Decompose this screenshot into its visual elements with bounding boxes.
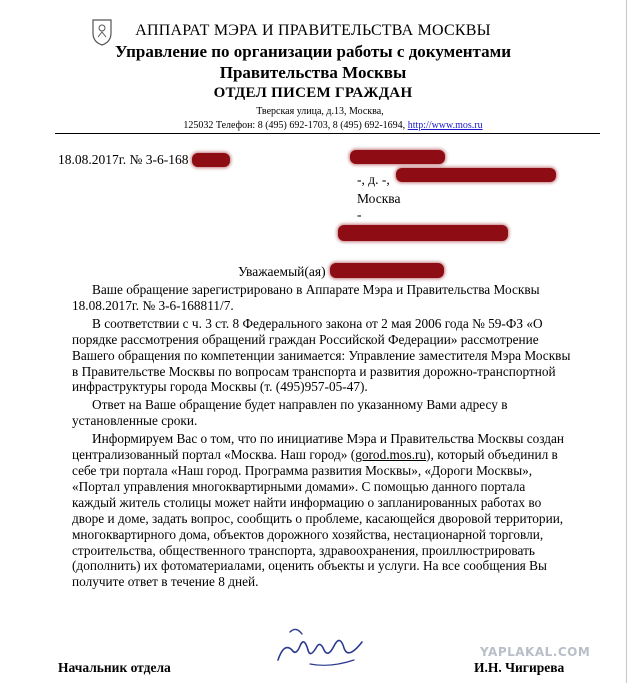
paragraph-competence: В соответствии с ч. 3 ст. 8 Федерального закона от 2 мая 2006 года № 59-ФЗ «О порядке рассмотрения обращений граждан Российской Федерации» рассмотрение Вашего обращения по компетенции занимается: Управление заместителя Мэра Москвы в Правительстве Москвы по вопросам транспорта и развития дорожно-транспортной инфраструктуры города Москвы (т. (495)957-05-47). <box>72 315 571 395</box>
recipient-street: -, д. -, <box>357 172 390 187</box>
header-line-3: Правительства Москвы <box>219 63 407 82</box>
reference-number: 18.08.2017г. № 3-6-168 <box>58 152 189 167</box>
redaction-recipient-extra <box>338 225 508 241</box>
phone-text: 125032 Телефон: 8 (495) 692-1703, 8 (495) 692-1694, <box>183 120 406 131</box>
watermark: YAPLAKAL.COM <box>480 645 591 659</box>
header-line-2: Управление по организации работы с документами <box>115 42 511 61</box>
recipient-dash: - <box>357 207 362 222</box>
redaction-recipient-street <box>396 168 556 182</box>
recipient-city: Москва <box>357 191 401 206</box>
page-edge <box>626 0 627 683</box>
paragraph-portal <box>72 431 572 590</box>
paragraph-registration: Ваше обращение зарегистрировано в Аппарате Мэра и Правительства Москвы 18.08.2017г. № 3-6-168811/7. <box>72 282 540 313</box>
header-line-1: АППАРАТ МЭРА И ПРАВИТЕЛЬСТВА МОСКВЫ <box>135 22 491 39</box>
redaction-salutation-name <box>330 263 444 278</box>
portal-link[interactable]: gorod.mos.ru <box>355 447 427 463</box>
portal-text-end: ), который объединил в себе три портала «Наш город. Программа развития Москвы», «Дороги Москвы», «Портал управления многоквартирными домами». С помощью данного портала каждый житель столицы может найти информацию о запланированных работах во дворе и доме, задать вопрос, сообщить о проблеме, касающейся дворовой территории, многоквартирного дома, объектов дорожного хозяйства, нестационарной торговли, строительства, общественного транспорта, здравоохранения, проиллюстрировать (дополнить) их фотоматериалами, оценить объекты и услуги. На все сообщения Вы получите ответ в течение 8 дней. <box>72 447 564 590</box>
address-line-1: Тверская улица, д.13, Москва, <box>256 106 384 117</box>
signer-position: Начальник отдела <box>58 660 171 675</box>
site-link[interactable]: http://www.mos.ru <box>407 120 483 131</box>
letter-body <box>72 282 572 590</box>
handwritten-signature <box>270 620 375 675</box>
signer-name: И.Н. Чигирева <box>474 660 565 675</box>
portal-text-start: Информируем Вас о том, что по инициативе Мэра и Правительства Москвы создан централизованный портал «Москва. Наш город» ( <box>72 431 565 463</box>
redaction-recipient-name <box>350 150 445 164</box>
header-department: ОТДЕЛ ПИСЕМ ГРАЖДАН <box>213 85 413 101</box>
address-line-2 <box>0 120 640 131</box>
redaction-reference <box>192 153 230 167</box>
salutation: Уважаемый(ая) <box>238 264 326 279</box>
header-divider <box>55 133 600 134</box>
paragraph-answer: Ответ на Ваше обращение будет направлен по указанному Вами адресу в установленные сроки. <box>72 397 508 429</box>
